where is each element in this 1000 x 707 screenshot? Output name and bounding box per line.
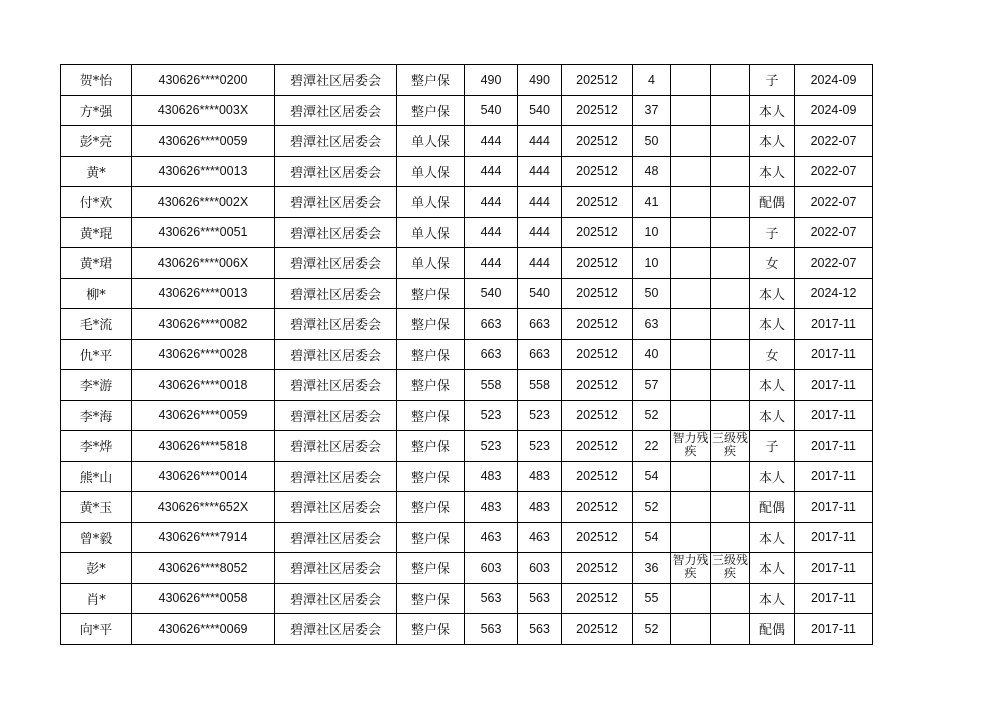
- community-cell: 碧潭社区居委会: [275, 126, 397, 157]
- id-number-cell: 430626****0013: [132, 278, 275, 309]
- table-row: [61, 400, 873, 431]
- name-cell: 肖*: [61, 583, 132, 614]
- amount-cell: 490: [465, 65, 518, 96]
- table-row: [61, 217, 873, 248]
- id-number-cell: 430626****003X: [132, 95, 275, 126]
- start-date-cell: 2022-07: [795, 187, 873, 218]
- table-row: [61, 492, 873, 523]
- amount-paid-cell: 558: [518, 370, 562, 401]
- disability-type-cell: [671, 370, 711, 401]
- disability-type-cell: [671, 492, 711, 523]
- name-cell: 熊*山: [61, 461, 132, 492]
- table-row: [61, 339, 873, 370]
- disability-level-cell: [711, 370, 750, 401]
- disability-level-cell: [711, 461, 750, 492]
- community-cell: 碧潭社区居委会: [275, 370, 397, 401]
- relation-cell: 本人: [750, 522, 795, 553]
- amount-cell: 663: [465, 339, 518, 370]
- amount-paid-cell: 490: [518, 65, 562, 96]
- name-cell: 贺*怡: [61, 65, 132, 96]
- relation-cell: 本人: [750, 126, 795, 157]
- name-cell: 仇*平: [61, 339, 132, 370]
- age-cell: 54: [633, 461, 671, 492]
- start-date-cell: 2017-11: [795, 492, 873, 523]
- name-cell: 黄*珺: [61, 248, 132, 279]
- table-row: [61, 583, 873, 614]
- name-cell: 毛*流: [61, 309, 132, 340]
- assistance-type-cell: 整户保: [397, 522, 465, 553]
- id-number-cell: 430626****0028: [132, 339, 275, 370]
- amount-paid-cell: 663: [518, 339, 562, 370]
- community-cell: 碧潭社区居委会: [275, 614, 397, 645]
- assistance-type-cell: 整户保: [397, 461, 465, 492]
- disability-level-cell: [711, 217, 750, 248]
- table-row: [61, 278, 873, 309]
- relief-roster-table: [60, 64, 873, 645]
- start-date-cell: 2022-07: [795, 126, 873, 157]
- community-cell: 碧潭社区居委会: [275, 278, 397, 309]
- amount-cell: 444: [465, 248, 518, 279]
- table-row: [61, 553, 873, 584]
- amount-paid-cell: 444: [518, 126, 562, 157]
- age-cell: 55: [633, 583, 671, 614]
- assistance-type-cell: 单人保: [397, 217, 465, 248]
- disability-type-cell: [671, 126, 711, 157]
- start-date-cell: 2017-11: [795, 339, 873, 370]
- age-cell: 54: [633, 522, 671, 553]
- disability-level-cell: [711, 492, 750, 523]
- table-row: [61, 126, 873, 157]
- assistance-type-cell: 整户保: [397, 553, 465, 584]
- id-number-cell: 430626****002X: [132, 187, 275, 218]
- amount-paid-cell: 663: [518, 309, 562, 340]
- age-cell: 63: [633, 309, 671, 340]
- assistance-type-cell: 整户保: [397, 614, 465, 645]
- disability-level-cell: [711, 339, 750, 370]
- age-cell: 10: [633, 217, 671, 248]
- name-cell: 李*烨: [61, 431, 132, 462]
- month-cell: 202512: [562, 278, 633, 309]
- assistance-type-cell: 整户保: [397, 583, 465, 614]
- assistance-type-cell: 单人保: [397, 248, 465, 279]
- community-cell: 碧潭社区居委会: [275, 309, 397, 340]
- id-number-cell: 430626****0200: [132, 65, 275, 96]
- table-row: [61, 248, 873, 279]
- assistance-type-cell: 整户保: [397, 65, 465, 96]
- disability-type-cell: [671, 583, 711, 614]
- amount-cell: 663: [465, 309, 518, 340]
- month-cell: 202512: [562, 339, 633, 370]
- assistance-type-cell: 整户保: [397, 95, 465, 126]
- start-date-cell: 2022-07: [795, 156, 873, 187]
- disability-level-cell: [711, 126, 750, 157]
- relation-cell: 本人: [750, 95, 795, 126]
- disability-type-cell: [671, 339, 711, 370]
- community-cell: 碧潭社区居委会: [275, 65, 397, 96]
- name-cell: 黄*琨: [61, 217, 132, 248]
- assistance-type-cell: 单人保: [397, 126, 465, 157]
- relation-cell: 本人: [750, 461, 795, 492]
- name-cell: 付*欢: [61, 187, 132, 218]
- amount-paid-cell: 540: [518, 95, 562, 126]
- id-number-cell: 430626****652X: [132, 492, 275, 523]
- amount-cell: 563: [465, 583, 518, 614]
- start-date-cell: 2017-11: [795, 522, 873, 553]
- name-cell: 方*强: [61, 95, 132, 126]
- month-cell: 202512: [562, 431, 633, 462]
- amount-cell: 483: [465, 461, 518, 492]
- age-cell: 48: [633, 156, 671, 187]
- relation-cell: 配偶: [750, 492, 795, 523]
- age-cell: 52: [633, 492, 671, 523]
- assistance-type-cell: 整户保: [397, 309, 465, 340]
- start-date-cell: 2017-11: [795, 400, 873, 431]
- id-number-cell: 430626****0014: [132, 461, 275, 492]
- disability-level-cell: [711, 278, 750, 309]
- disability-level-cell: [711, 187, 750, 218]
- disability-type-cell: [671, 614, 711, 645]
- assistance-type-cell: 整户保: [397, 370, 465, 401]
- month-cell: 202512: [562, 309, 633, 340]
- amount-paid-cell: 483: [518, 461, 562, 492]
- month-cell: 202512: [562, 370, 633, 401]
- community-cell: 碧潭社区居委会: [275, 187, 397, 218]
- age-cell: 36: [633, 553, 671, 584]
- name-cell: 黄*: [61, 156, 132, 187]
- id-number-cell: 430626****0051: [132, 217, 275, 248]
- relation-cell: 子: [750, 65, 795, 96]
- start-date-cell: 2017-11: [795, 614, 873, 645]
- amount-cell: 603: [465, 553, 518, 584]
- community-cell: 碧潭社区居委会: [275, 461, 397, 492]
- id-number-cell: 430626****0058: [132, 583, 275, 614]
- month-cell: 202512: [562, 522, 633, 553]
- relation-cell: 本人: [750, 309, 795, 340]
- month-cell: 202512: [562, 95, 633, 126]
- table-row: [61, 370, 873, 401]
- amount-paid-cell: 563: [518, 583, 562, 614]
- amount-cell: 483: [465, 492, 518, 523]
- disability-level-cell: [711, 156, 750, 187]
- table-row: [61, 187, 873, 218]
- community-cell: 碧潭社区居委会: [275, 400, 397, 431]
- amount-cell: 523: [465, 400, 518, 431]
- month-cell: 202512: [562, 248, 633, 279]
- community-cell: 碧潭社区居委会: [275, 339, 397, 370]
- disability-level-cell: [711, 248, 750, 279]
- age-cell: 57: [633, 370, 671, 401]
- month-cell: 202512: [562, 461, 633, 492]
- relation-cell: 本人: [750, 400, 795, 431]
- amount-cell: 563: [465, 614, 518, 645]
- relation-cell: 本人: [750, 278, 795, 309]
- amount-paid-cell: 444: [518, 248, 562, 279]
- start-date-cell: 2022-07: [795, 248, 873, 279]
- start-date-cell: 2024-12: [795, 278, 873, 309]
- amount-paid-cell: 523: [518, 400, 562, 431]
- start-date-cell: 2024-09: [795, 95, 873, 126]
- relation-cell: 配偶: [750, 187, 795, 218]
- relation-cell: 本人: [750, 553, 795, 584]
- age-cell: 50: [633, 126, 671, 157]
- community-cell: 碧潭社区居委会: [275, 583, 397, 614]
- amount-cell: 444: [465, 187, 518, 218]
- id-number-cell: 430626****0018: [132, 370, 275, 401]
- age-cell: 37: [633, 95, 671, 126]
- relation-cell: 本人: [750, 583, 795, 614]
- table-row: [61, 309, 873, 340]
- table-row: [61, 95, 873, 126]
- amount-cell: 463: [465, 522, 518, 553]
- community-cell: 碧潭社区居委会: [275, 217, 397, 248]
- age-cell: 52: [633, 614, 671, 645]
- amount-cell: 444: [465, 126, 518, 157]
- amount-paid-cell: 444: [518, 217, 562, 248]
- name-cell: 彭*: [61, 553, 132, 584]
- relation-cell: 女: [750, 248, 795, 279]
- name-cell: 柳*: [61, 278, 132, 309]
- disability-type-cell: [671, 65, 711, 96]
- name-cell: 向*平: [61, 614, 132, 645]
- community-cell: 碧潭社区居委会: [275, 95, 397, 126]
- name-cell: 李*海: [61, 400, 132, 431]
- amount-cell: 540: [465, 95, 518, 126]
- start-date-cell: 2017-11: [795, 309, 873, 340]
- name-cell: 李*游: [61, 370, 132, 401]
- month-cell: 202512: [562, 614, 633, 645]
- month-cell: 202512: [562, 65, 633, 96]
- age-cell: 4: [633, 65, 671, 96]
- disability-type-cell: [671, 522, 711, 553]
- table-row: [61, 431, 873, 462]
- start-date-cell: 2022-07: [795, 217, 873, 248]
- assistance-type-cell: 整户保: [397, 339, 465, 370]
- community-cell: 碧潭社区居委会: [275, 522, 397, 553]
- relation-cell: 本人: [750, 156, 795, 187]
- amount-paid-cell: 463: [518, 522, 562, 553]
- id-number-cell: 430626****0013: [132, 156, 275, 187]
- age-cell: 41: [633, 187, 671, 218]
- disability-level-cell: 三级残疾: [711, 553, 750, 584]
- disability-type-cell: 智力残疾: [671, 553, 711, 584]
- amount-cell: 523: [465, 431, 518, 462]
- id-number-cell: 430626****006X: [132, 248, 275, 279]
- id-number-cell: 430626****0059: [132, 400, 275, 431]
- disability-level-cell: [711, 65, 750, 96]
- month-cell: 202512: [562, 156, 633, 187]
- age-cell: 10: [633, 248, 671, 279]
- assistance-type-cell: 整户保: [397, 431, 465, 462]
- disability-level-cell: [711, 309, 750, 340]
- community-cell: 碧潭社区居委会: [275, 553, 397, 584]
- month-cell: 202512: [562, 126, 633, 157]
- amount-paid-cell: 523: [518, 431, 562, 462]
- assistance-type-cell: 整户保: [397, 492, 465, 523]
- relation-cell: 子: [750, 431, 795, 462]
- name-cell: 彭*亮: [61, 126, 132, 157]
- amount-cell: 558: [465, 370, 518, 401]
- id-number-cell: 430626****7914: [132, 522, 275, 553]
- community-cell: 碧潭社区居委会: [275, 492, 397, 523]
- start-date-cell: 2017-11: [795, 553, 873, 584]
- disability-type-cell: [671, 309, 711, 340]
- disability-level-cell: [711, 400, 750, 431]
- table-row: [61, 461, 873, 492]
- amount-cell: 444: [465, 217, 518, 248]
- disability-type-cell: 智力残疾: [671, 431, 711, 462]
- month-cell: 202512: [562, 400, 633, 431]
- amount-paid-cell: 483: [518, 492, 562, 523]
- assistance-type-cell: 整户保: [397, 400, 465, 431]
- disability-level-cell: 三级残疾: [711, 431, 750, 462]
- id-number-cell: 430626****5818: [132, 431, 275, 462]
- start-date-cell: 2017-11: [795, 370, 873, 401]
- table-row: [61, 65, 873, 96]
- month-cell: 202512: [562, 217, 633, 248]
- assistance-type-cell: 整户保: [397, 278, 465, 309]
- disability-level-cell: [711, 583, 750, 614]
- relation-cell: 本人: [750, 370, 795, 401]
- month-cell: 202512: [562, 187, 633, 218]
- age-cell: 22: [633, 431, 671, 462]
- month-cell: 202512: [562, 492, 633, 523]
- amount-paid-cell: 444: [518, 156, 562, 187]
- disability-type-cell: [671, 461, 711, 492]
- disability-type-cell: [671, 248, 711, 279]
- id-number-cell: 430626****0082: [132, 309, 275, 340]
- community-cell: 碧潭社区居委会: [275, 431, 397, 462]
- start-date-cell: 2017-11: [795, 461, 873, 492]
- disability-type-cell: [671, 156, 711, 187]
- disability-level-cell: [711, 95, 750, 126]
- disability-type-cell: [671, 217, 711, 248]
- month-cell: 202512: [562, 553, 633, 584]
- relation-cell: 配偶: [750, 614, 795, 645]
- age-cell: 50: [633, 278, 671, 309]
- table-row: [61, 522, 873, 553]
- id-number-cell: 430626****8052: [132, 553, 275, 584]
- id-number-cell: 430626****0059: [132, 126, 275, 157]
- start-date-cell: 2017-11: [795, 431, 873, 462]
- assistance-type-cell: 单人保: [397, 187, 465, 218]
- month-cell: 202512: [562, 583, 633, 614]
- amount-paid-cell: 603: [518, 553, 562, 584]
- table-row: [61, 614, 873, 645]
- relation-cell: 女: [750, 339, 795, 370]
- table-row: [61, 156, 873, 187]
- age-cell: 52: [633, 400, 671, 431]
- disability-type-cell: [671, 95, 711, 126]
- community-cell: 碧潭社区居委会: [275, 156, 397, 187]
- disability-type-cell: [671, 278, 711, 309]
- community-cell: 碧潭社区居委会: [275, 248, 397, 279]
- relation-cell: 子: [750, 217, 795, 248]
- amount-cell: 444: [465, 156, 518, 187]
- disability-level-cell: [711, 614, 750, 645]
- amount-paid-cell: 540: [518, 278, 562, 309]
- name-cell: 曾*毅: [61, 522, 132, 553]
- amount-cell: 540: [465, 278, 518, 309]
- name-cell: 黄*玉: [61, 492, 132, 523]
- assistance-type-cell: 单人保: [397, 156, 465, 187]
- amount-paid-cell: 563: [518, 614, 562, 645]
- start-date-cell: 2017-11: [795, 583, 873, 614]
- disability-type-cell: [671, 400, 711, 431]
- disability-level-cell: [711, 522, 750, 553]
- start-date-cell: 2024-09: [795, 65, 873, 96]
- age-cell: 40: [633, 339, 671, 370]
- amount-paid-cell: 444: [518, 187, 562, 218]
- id-number-cell: 430626****0069: [132, 614, 275, 645]
- disability-type-cell: [671, 187, 711, 218]
